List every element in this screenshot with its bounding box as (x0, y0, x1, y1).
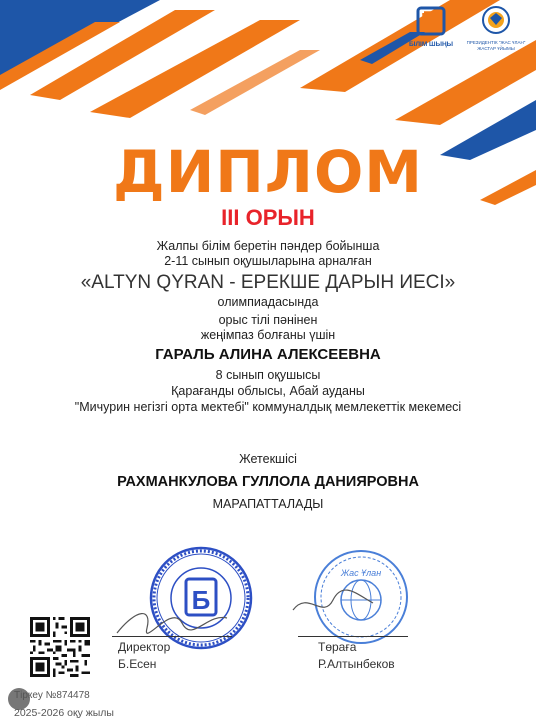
text-line-2: 2-11 сынып оқушыларына арналған (164, 254, 372, 268)
diploma-title: ДИПЛОМ (113, 138, 423, 206)
text-line-5: жеңімпаз болғаны үшін (200, 328, 336, 342)
text-line-1: Жалпы білім беретін пәндер бойынша (156, 239, 380, 253)
place-label: III ОРЫН (221, 205, 315, 230)
director-name: Б.Есен (118, 657, 157, 671)
director-block (118, 639, 170, 673)
registry-number: Тіркеу №874478 (14, 690, 90, 701)
logo-left-text: БІЛІМ ШЫҢЫ (408, 41, 454, 48)
chair-block (318, 639, 395, 673)
zhas-ulan-logo (464, 5, 528, 52)
olympiad-name: «ALTYN QYRAN - ЕРЕКШЕ ДАРЫН ИЕСІ» (80, 272, 456, 293)
bilim-shyny-logo-icon (414, 6, 448, 36)
student-region: Қарағанды облысы, Абай ауданы (171, 384, 365, 398)
director-line (112, 636, 232, 637)
student-name: ГАРАЛЬ АЛИНА АЛЕКСЕЕВНА (155, 346, 381, 363)
text-line-3: олимпиадасында (217, 295, 319, 309)
qr-code (30, 617, 90, 677)
logo-right-text-2: ЖАСТАР ҰЙЫМЫ (477, 46, 515, 51)
student-grade: 8 сынып оқушысы (215, 368, 321, 382)
logo-right-text-1: ПРЕЗИДЕНТІК "ЖАС ҰЛАН" (466, 40, 526, 45)
academic-year: 2025-2026 оқу жылы (14, 707, 114, 719)
chair-title: Төраға (318, 640, 357, 654)
stamp-letter: Б (191, 585, 211, 615)
stamp-text: Жас Ұлан (340, 568, 382, 578)
supervisor-label: Жетекшісі (239, 452, 297, 466)
chair-line (298, 636, 408, 637)
chair-name: Р.Алтынбеков (318, 657, 395, 671)
chair-signature (288, 585, 378, 625)
text-line-4: орыс тілі пәнінен (218, 313, 318, 327)
supervisor-name: РАХМАНКУЛОВА ГУЛЛОЛА ДАНИЯРОВНА (117, 474, 419, 490)
student-school: "Мичурин негізгі орта мектебі" коммуналдық мемлекеттік мекемесі (74, 400, 462, 414)
director-title: Директор (118, 640, 171, 654)
zhas-ulan-logo-icon (481, 5, 511, 35)
awarded-label: МАРАПАТТАЛАДЫ (212, 497, 324, 511)
bilim-shyny-logo (405, 6, 457, 48)
